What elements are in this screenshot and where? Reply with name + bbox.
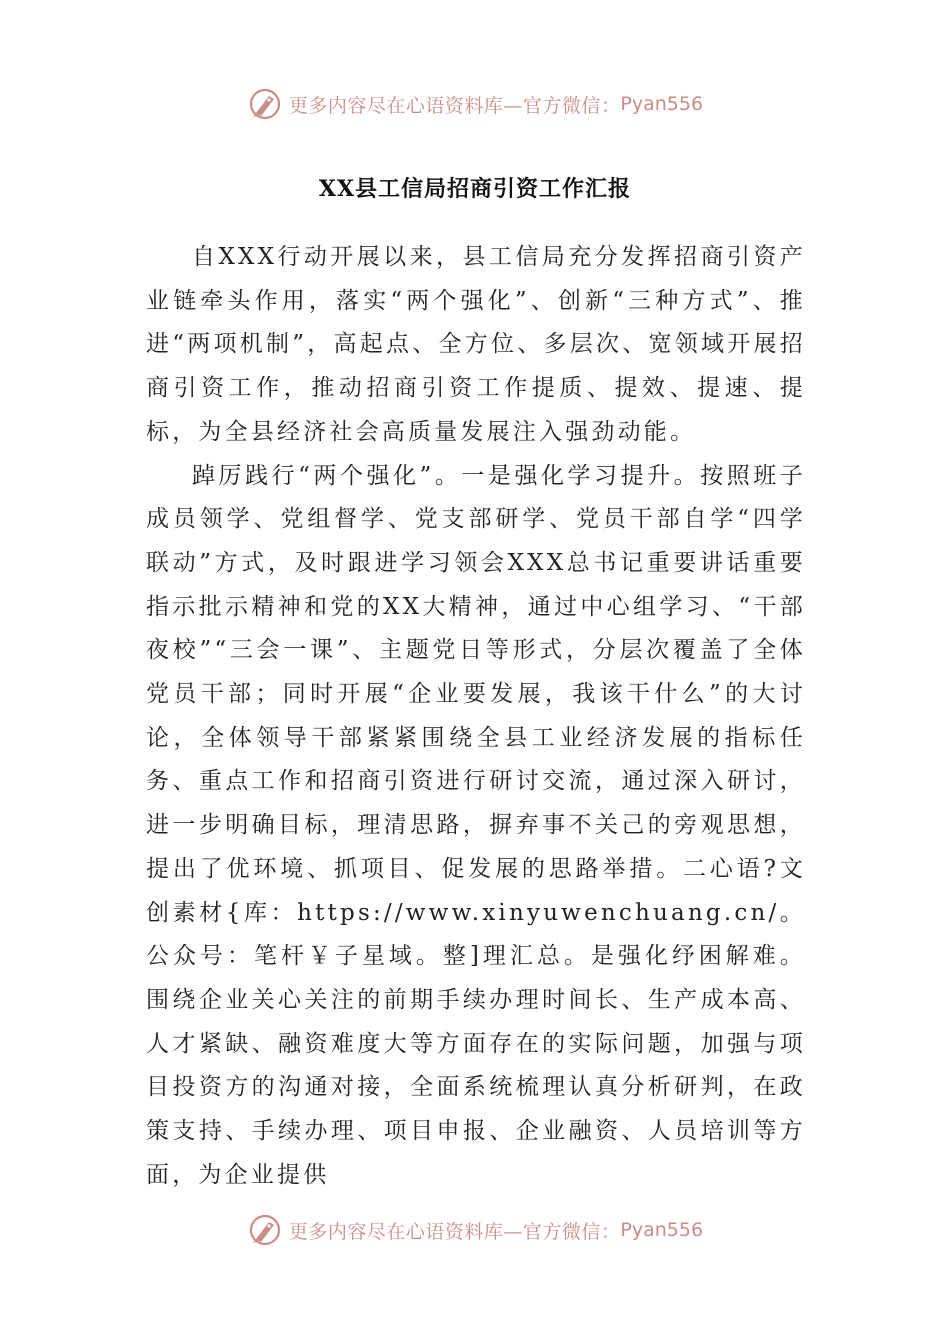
header-watermark-banner <box>0 82 950 126</box>
watermark-account: Pyan556 <box>620 1219 704 1241</box>
pen-nib-logo-icon <box>247 86 283 122</box>
pen-nib-logo-icon <box>247 1212 283 1248</box>
footer-watermark-banner <box>0 1208 950 1252</box>
watermark-text: 更多内容尽在心语资料库—官方微信： <box>288 1220 621 1243</box>
watermark-account: Pyan556 <box>620 93 704 115</box>
document-title: XX县工信局招商引资工作汇报 <box>318 176 632 202</box>
watermark-text: 更多内容尽在心语资料库—官方微信： <box>288 94 621 117</box>
paragraph-2: 踔厉践行“两个强化”。一是强化学习提升。按照班子成员领学、党组督学、党支部研学、党员干部自学“四学联动”方式，及时跟进学习领会XXX总书记重要讲话重要指示批示精神和党的XX大精神，通过中心组学习、“干部夜校”“三会一课”、主题党日等形式，分层次覆盖了全体党员干部；同时开展“企业要发展，我该干什么”的大讨论，全体领导干部紧紧围绕全县工业经济发展的指标任务、重点工作和招商引资进行研讨交流，通过深入研讨，进一步明确目标，理清思路，摒弃事不关己的旁观思想，提出了优环境、抓项目、促发展的思路举措。二心语?文创素材{库：https://www.xinyuwenchuang.cn/。公众号：笔杆￥子星域。整]理汇总。是强化纾困解难。围绕企业关心关注的前期手续办理时间长、生产成本高、人才紧缺、融资难度大等方面存在的实际问题，加强与项目投资方的沟通对接，全面系统梳理认真分析研判，在政策支持、手续办理、项目申报、企业融资、人员培训等方面，为企业提供 <box>146 462 806 1188</box>
document-body <box>146 236 806 1197</box>
paragraph-1: 自XXX行动开展以来，县工信局充分发挥招商引资产业链牵头作用，落实“两个强化”、创新“三种方式”、推进“两项机制”，高起点、全方位、多层次、宽领域开展招商引资工作，推动招商引资工作提质、提效、提速、提标，为全县经济社会高质量发展注入强劲动能。 <box>146 244 806 445</box>
